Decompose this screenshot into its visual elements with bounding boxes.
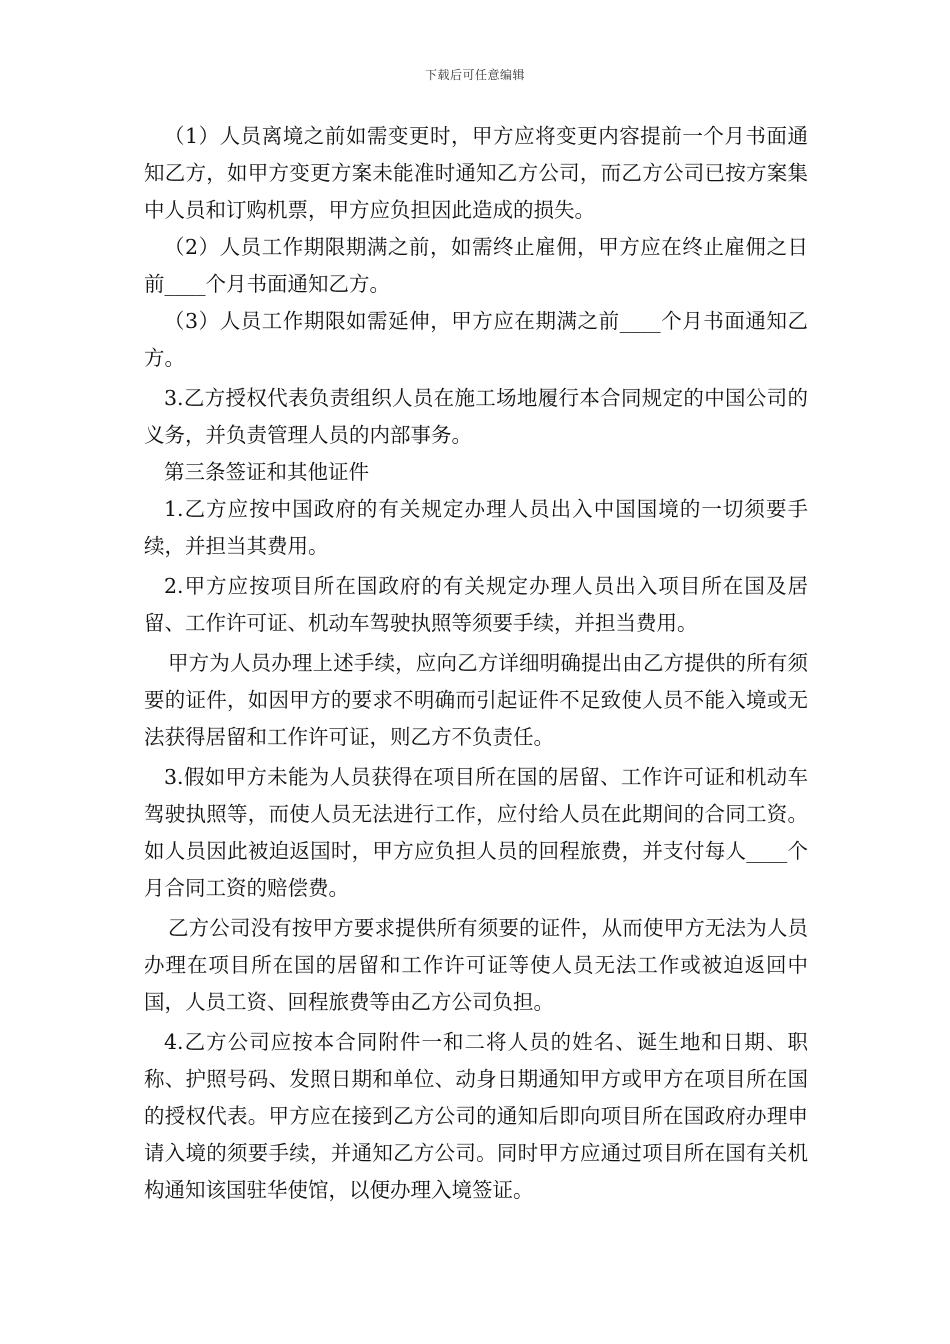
paragraph-article3-item3-note: 乙方公司没有按甲方要求提供所有须要的证件，从而使甲方无法为人员办理在项目所在国的居留和工作许可证等使人员无法工作或被迫返回中国，人员工资、回程旅费等由乙方公司负担。 [144,916,808,1014]
paragraph-change-notice: （1）人员离境之前如需变更时，甲方应将变更内容提前一个月书面通知乙方，如甲方变更方案未能准时通知乙方公司，而乙方公司已按方案集中人员和订购机票，甲方应负担因此造成的损失。 [144,124,808,222]
paragraph-article3-item3: 3.假如甲方未能为人员获得在项目所在国的居留、工作许可证和机动车驾驶执照等，而使人员无法进行工作，应付给人员在此期间的合同工资。如人员因此被迫返国时，甲方应负担人员的回程旅费，并支付每人____个月合同工资的赔偿费。 [144,765,808,900]
paragraph-clause-3: 3.乙方授权代表负责组织人员在施工场地履行本合同规定的中国公司的义务，并负责管理人员的内部事务。 [144,386,808,447]
paragraph-article3-item1: 1.乙方应按中国政府的有关规定办理人员出入中国国境的一切须要手续，并担当其费用。 [144,497,808,558]
section-heading-article-3: 第三条签证和其他证件 [164,460,369,484]
paragraph-extension-notice: （3）人员工作期限如需延伸，甲方应在期满之前____个月书面通知乙方。 [144,309,808,370]
page-header: 下载后可任意编辑 [424,68,525,82]
paragraph-article3-item2: 2.甲方应按项目所在国政府的有关规定办理人员出入项目所在国及居留、工作许可证、机动车驾驶执照等须要手续，并担当费用。 [144,574,808,635]
paragraph-termination-notice: （2）人员工作期限期满之前，如需终止雇佣，甲方应在终止雇佣之日前____个月书面通知乙方。 [144,235,808,296]
paragraph-article3-item4: 4.乙方公司应按本合同附件一和二将人员的姓名、诞生地和日期、职称、护照号码、发照日期和单位、动身日期通知甲方或甲方在项目所在国的授权代表。甲方应在接到乙方公司的通知后即向项目所在国政府办理申请入境的须要手续，并通知乙方公司。同时甲方应通过项目所在国有关机构通知该国驻华使馆，以便办理入境签证。 [144,1030,808,1202]
paragraph-article3-item2-note: 甲方为人员办理上述手续，应向乙方详细明确提出由乙方提供的所有须要的证件，如因甲方的要求不明确而引起证件不足致使人员不能入境或无法获得居留和工作许可证，则乙方不负责任。 [144,651,808,749]
document-body [144,118,808,1209]
